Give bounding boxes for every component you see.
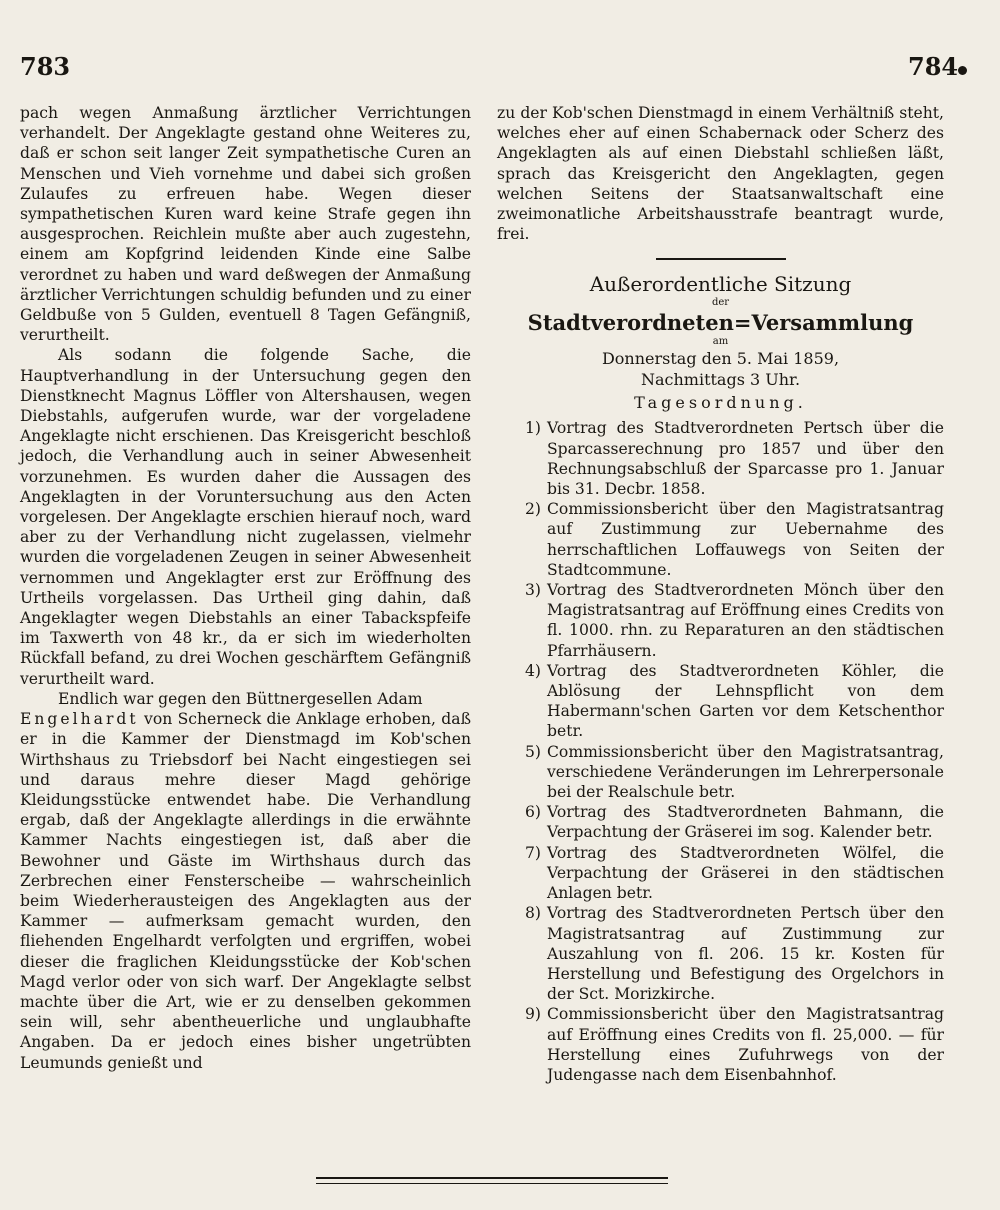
agenda-heading: Tagesordnung. [634, 393, 807, 413]
agenda-item-text: Vortrag des Stadtverordneten Mönch über den Magistratsantrag auf Eröffnung eines Credits von fl. 1000. rhn. zu Reparaturen an den städtischen Pfarrhäusern. [547, 581, 944, 660]
agenda-item-text: Commissionsbericht über den Magistratsantrag auf Eröffnung eines Credits von fl. 25,000. — für Herstellung eines Zufuhrwegs von der Judengasse nach dem Eisenbahnhof. [547, 1005, 944, 1084]
paragraph-engelhardt-rest: von Scherneck die Anklage erhoben, daß er in die Kammer der Dienstmagd im Kob'schen Wirthshaus zu Triebsdorf bei Nacht eingestiegen sei und daraus mehre dieser Magd gehörige Kleidungsstücke entwendet habe. Die Verhandlung ergab, daß der Angeklagte allerdings in die erwähnte Kammer Nachts eingestiegen ist, daß aber die Bewohner und Gäste im Wirthshaus durch das Zerbrechen einer Fensterscheibe — wahrscheinlich beim Wiederherausteigen des Angeklagten aus der Kammer — aufmerksam gemacht wurden, den fliehenden Engelhardt verfolgten und ergriffen, wobei dieser die fraglichen Kleidungsstücke der Kob'schen Magd verlor oder von sich warf. Der Angeklagte selbst machte über die Art, wie er zu denselben gekommen sein will, sehr abentheuerliche und unglaubhafte Angaben. Da er jedoch eines bisher ungetrübten Leumunds genießt und [20, 710, 471, 1072]
agenda-item-number: 4) [524, 661, 541, 680]
agenda-item [497, 802, 944, 842]
page-number-left: 783 [20, 52, 71, 81]
agenda-item-text: Commissionsbericht über den Magistratsantrag, verschiedene Veränderungen im Lehrerpersonale bei der Realschule betr. [547, 742, 944, 802]
agenda-item [497, 418, 944, 499]
paragraph-engelhardt [20, 689, 471, 1073]
agenda-item-text: Vortrag des Stadtverordneten Pertsch über die Sparcasserechnung pro 1857 und über den Rechnungsabschluß der Sparcasse pro 1. Januar bis 31. Decbr. 1858. [547, 419, 944, 499]
session-time: Nachmittags 3 Uhr. [640, 370, 801, 390]
agenda-item-number: 2) [524, 500, 541, 519]
session-heading: Außerordentliche Sitzung [589, 272, 852, 297]
agenda-item-number: 8) [524, 904, 541, 923]
agenda-item-text: Commissionsbericht über den Magistratsantrag auf Zustimmung zur Uebernahme des herrschaftlichen Loffauwegs von Seiten der Stadtcommune. [547, 500, 944, 579]
assembly-heading: Stadtverordneten=Versammlung [527, 310, 914, 336]
heading-der: der [711, 297, 730, 309]
agenda-item-text: Vortrag des Stadtverordneten Bahmann, die Verpachtung der Gräserei im sog. Kalender betr. [547, 803, 944, 842]
paragraph-loeffler: Als sodann die folgende Sache, die Hauptverhandlung in der Untersuchung gegen den Dienstknecht Magnus Löffler von Altershausen, wegen Diebstahls, aufgerufen wurde, war der vorgeladene Angeklagte nicht erschienen. Das Kreisgericht beschloß jedoch, die Verhandlung auch in seiner Abwesenheit vorzunehmen. Es wurden daher die Aussagen des Angeklagten in der Voruntersuchung aus den Acten vorgelesen. Der Angeklagte erschien hierauf noch, ward aber zu der Verhandlung nicht zugelassen, vielmehr wurden die vorgeladenen Zeugen in seiner Abwesenheit vernommen und Angeklagter erst zur Eröffnung des Urtheils vorgelassen. Das Urtheil ging dahin, daß Angeklagter wegen Diebstahls an einer Tabackspfeife im Taxwerth von 48 kr., da er sich im wiederholten Rückfall befand, zu drei Wochen geschärftem Gefängniß verurtheilt ward. [20, 346, 471, 688]
paragraph-continuation: zu der Kob'schen Dienstmagd in einem Verhältniß steht, welches eher auf einen Schabernack oder Scherz des Angeklagten als auf einen Diebstahl schließen läßt, sprach das Kreisgericht den Angeklagten, gegen welchen Seitens der Staatsanwaltschaft eine zweimonatliche Arbeitshausstrafe beantragt wurde, frei. [497, 104, 944, 244]
paragraph-reichlein: pach wegen Anmaßung ärztlicher Verrichtungen verhandelt. Der Angeklagte gestand ohne Weiteres zu, daß er schon seit langer Zeit sympathetische Curen an Menschen und Vieh vornehme und dabei sich großen Zulaufes zu erfreuen habe. Wegen dieser sympathetischen Kuren ward keine Strafe gegen ihn ausgesprochen. Reichlein mußte aber auch zugestehn, einem am Kopfgrind leidenden Kinde eine Salbe verordnet zu haben und ward deßwegen der Anmaßung ärztlicher Verrichtungen schuldig befunden und zu einer Geldbuße von 5 Gulden, eventuell 8 Tagen Gefängniß, verurtheilt. [20, 104, 471, 345]
agenda-item [497, 1004, 944, 1085]
agenda-item [497, 661, 944, 742]
name-engelhardt: Engelhardt [20, 710, 139, 729]
agenda-list [497, 418, 944, 1085]
agenda-item-number: 6) [524, 803, 541, 822]
heading-am: am [712, 336, 729, 348]
agenda-item [497, 499, 944, 580]
agenda-item [497, 742, 944, 803]
agenda-item-text: Vortrag des Stadtverordneten Pertsch über den Magistratsantrag auf Zustimmung zur Auszahlung von fl. 206. 15 kr. Kosten für Herstellung und Befestigung des Orgelchors in der Sct. Morizkirche. [547, 904, 944, 1004]
ink-dot [958, 66, 967, 75]
agenda-item [497, 580, 944, 661]
agenda-item-number: 3) [524, 581, 541, 600]
right-column [497, 103, 944, 1085]
left-column [20, 103, 471, 1073]
page-number-right: 784 [908, 52, 959, 81]
section-divider [656, 258, 786, 260]
agenda-item-number: 5) [524, 742, 541, 761]
agenda-item-number: 1) [524, 419, 541, 438]
agenda-item-number: 7) [524, 843, 541, 862]
agenda-item [497, 843, 944, 904]
agenda-item-text: Vortrag des Stadtverordneten Wölfel, die Verpachtung der Gräserei in den städtischen Anlagen betr. [547, 843, 944, 903]
agenda-item-number: 9) [524, 1005, 541, 1024]
agenda-item [497, 903, 944, 1004]
bottom-double-rule [316, 1177, 668, 1184]
paragraph-engelhardt-start: Endlich war gegen den Büttnergesellen Adam [58, 689, 423, 708]
agenda-item-text: Vortrag des Stadtverordneten Köhler, die Ablösung der Lehnspflicht von dem Habermann'schen Garten vor dem Ketschenthor betr. [547, 661, 944, 741]
session-date: Donnerstag den 5. Mai 1859, [601, 349, 840, 369]
